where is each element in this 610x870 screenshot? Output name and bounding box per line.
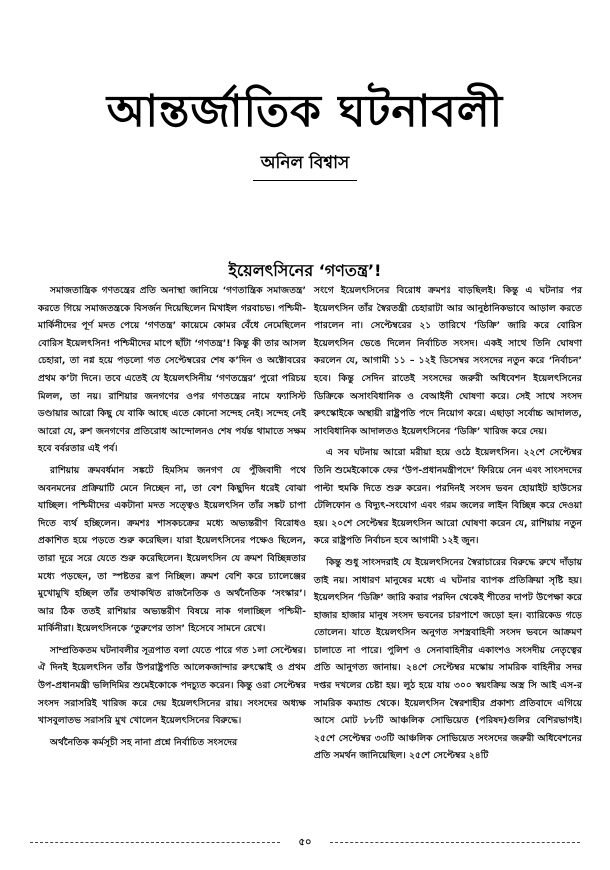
paragraph: সংগে ইয়েলৎসিনের বিরোধ ক্রমশঃ বাড়ছিলই। কিন্তু এ ঘটনার পর ইয়েলৎসিন তাঁর স্বৈরতন্ত্রী চেহারাটা আর আনুষ্ঠানিকভাবে আড়াল করতে পারলেন না। সেপ্টেম্বরের ২১ তারিখে ‘ডিক্রি’ জারি করে বোরিস ইয়েলৎসিন ভেঙে দিলেন নির্বাচিত সংসদ। একই সাথে তিনি ঘোষণা করলেন যে, আগামী ১১ – ১২ই ডিসেম্বর সংসদের নতুন করে ‘নির্বাচন’ হবে। কিন্তু সেদিন রাতেই সংসদের জরুরী অধিবেশন ইয়েলৎসিনের ডিক্রিকে অসাংবিধানিক ও বেআইনী ঘোষণা করে। সেই সাথে সংসদ রুৎস্কোইকে অস্থায়ী রাষ্ট্রপতি পদে নিয়োগ করে। এছাড়া সর্বোচ্চ আদালত, সাংবিধানিক আদালতও ইয়েলৎসিনের ‘ডিক্রি’ খারিজ করে দেয়। bbox=[314, 285, 582, 437]
paragraph: এ সব ঘটনায় আরো মরীয়া হয়ে ওঠে ইয়েলৎসিন। ২২শে সেপ্টেম্বর তিনি শুমেইকোকে ফের ‘উপ-প্রধানমন্ত্রীপদে’ ফিরিয়ে নেন এবং সাংসদদের পাল্টা হুমকি দিতে শুরু করেন। পরদিনই সংসদ ভবন হোয়াইট হাউসের টেলিফোন ও বিদ্যুৎ-সংযোগ এবং গরম জলের লাইন বিচ্ছিন্ন করে দেওয়া হয়। ২০শে সেপ্টেম্বর ইয়েলৎসিন আরো ঘোষণা করেন যে, রাশিয়ায় নতুন করে রাষ্ট্রপতি নির্বাচন হবে আগামী ১২ই জুন। bbox=[314, 447, 582, 547]
paragraph: সমাজতান্ত্রিক গণতন্ত্রের প্রতি অনাস্থা জানিয়ে ‘গণতান্ত্রিক সমাজতন্ত্র’ করতে গিয়ে সমাজতন্ত্রকে বিসর্জন দিয়েছিলেন মিখাইল গরবাচভ। পশ্চিমী-মার্কিনীদের পূর্ণ মদত পেয়ে ‘গণতন্ত্র’ কায়েমে কোমর বেঁধে নেমেছিলেন বোরিস ইয়েলৎসিন! পশ্চিমীদের মাপে ছাঁটা ‘গণতন্ত্র’! কিন্তু কী তার আসল চেহারা, তা নগ্ন হয়ে পড়লো গত সেপ্টেম্বরের শেষ ক’দিন ও অক্টোবরের প্রথম ক’টা দিনে। তবে এতেই যে ইয়েলৎসিনীয় ‘গণতন্ত্রের’ পুরো পরিচয় মিলল, তা নয়। রাশিয়ার জনগণের ওপর গণতন্ত্রের নামে ফ্যাসিস্ট ডণ্ডায়ার আরো কিছু যে বাকি আছে এতে কোনো সন্দেহ নেই। সন্দেহ নেই আরো যে, রুশ জনগণের প্রতিরোধ আন্দোলনও শেষ পর্যন্ত থামাতে সক্ষম হবে বর্বরতার এই পর্ব। bbox=[38, 285, 306, 455]
paragraph: কিন্তু শুধু সাংসদরাই যে ইয়েলৎসিনের স্বৈরাচারের বিরুদ্ধে রুখে দাঁড়ায় তাই নয়। সাধারণ মানুষের মধ্যে এ ঘটনার ব্যাপক প্রতিক্রিয়া সৃষ্টি হয়। ইয়েলৎসিন ‘ডিক্রি’ জারি করার পরদিন থেকেই শীতের দাপট উপেক্ষা করে হাজার হাজার মানুষ সংসদ ভবনের চারপাশে জড়ো হন। ব্যারিকেড গড়ে তোলেন। যাতে ইয়েলৎসিন অনুগত সশস্ত্রবাহিনী সংসদ ভবনে আক্রমণ চালাতে না পারে। পুলিশ ও সেনাবাহিনীর একাংশও সংসদীয় নেতৃত্বের প্রতি আনুগত্য জানায়। ২৪শে সেপ্টেম্বর মস্কোয় সামরিক বাহিনীর সদর দপ্তর দখলের চেষ্টা হয়। লুঠ হয়ে যায় ৩০০ স্বয়ংক্রিয় অস্ত্র সি আই এস-র সামরিক কম্যান্ড থেকে। ইয়েলৎসিন স্বৈরশাহীর প্রকাশ্য প্রতিবাদে এগিয়ে আসে মোট ৮৮টি আঞ্চলিক সোভিয়েত (পরিষদ)গুলির বেশিরভাগই। ২৫শে সেপ্টেম্বর ৩৩টি আঞ্চলিক সোভিয়েত সংসদের জরুরী অধিবেশনের প্রতি সমর্থন জানিয়েছিল। ২৫শে সেপ্টেম্বর ২৪টি bbox=[314, 556, 582, 762]
paragraph: অর্থনৈতিক কর্মসূচী সহ নানা প্রশ্নে নির্বাচিত সংসদের bbox=[50, 736, 238, 748]
right-column bbox=[314, 282, 582, 769]
article-heading: ইয়েলৎসিনের ‘গণতন্ত্র’! bbox=[228, 261, 382, 280]
author-name: অনিল বিশ্বাস bbox=[253, 150, 358, 181]
page-footer bbox=[30, 835, 580, 851]
author-byline bbox=[0, 150, 610, 181]
footer-rule-right bbox=[330, 842, 580, 843]
left-column bbox=[38, 282, 306, 755]
paragraph: রাশিয়ায় ক্রমবর্ধমান সঙ্কটে হিমসিম জনগণ যে পুঁজিবাদী পথে অবনমনের প্রক্রিয়াটি মেনে নিচ্ছেন না, তা বেশ কিছুদিন ধরেই বোঝা যাচ্ছিল। পশ্চিমীদের একটানা মদত সত্ত্বেও ইয়েলৎসিন তাঁর সঙ্কট চাপা দিতে ব্যর্থ হচ্ছিলেন। ক্রমশঃ শাসকচক্রের মধ্যে অভ্যন্তরীণ বিরোধও প্রকাশিত হয়ে পড়তে শুরু করেছিল। যারা ইয়েলৎসিনের পক্ষেও ছিলেন, তারা দূরে সরে যেতে শুরু করেছিলেন। ইয়েলৎসিন যে ক্রমশ বিচ্ছিন্নতার মধ্যে পড়ছেন, তা স্পষ্টতর রূপ নিচ্ছিল। ক্রমশ বেশি করে চ্যালেঞ্জের মুখোমুখি হচ্ছিল তাঁর তথাকথিত রাজনৈতিক ও অর্থনৈতিক ‘সংস্কার’। আর ঠিক ততই রাশিয়ার অভ্যন্তরীণ বিষয়ে নাক গলাচ্ছিল পশ্চিমী-মার্কিনীরা। ইয়েলৎসিনকে ‘তুরুপের তাস’ হিসেবে সামনে রেখে। bbox=[38, 464, 306, 635]
paragraph: সাম্প্রতিকতম ঘটনাবলীর সূত্রপাত বলা যেতে পারে গত ১লা সেপ্টেম্বর। ঐ দিনই ইয়েলৎসিন তাঁর উপরাষ্ট্রপতি আলেকজান্দার রুৎস্কোই ও প্রথম উপ-প্রধানমন্ত্রী ভলিদিমির শুমেইকোকে পদচ্যুত করেন। কিন্তু ওরা সেপ্টেম্বর সংসদ সরাসরিই খারিজ করে দেয় ইয়েলৎসিনের রায়। সংসদের অধ্যক্ষ খাসবুলাতভ সরাসরি মুখ খোলেন ইয়েলৎসিনের বিরুদ্ধে। bbox=[38, 644, 306, 727]
page-number: ৫০ bbox=[298, 837, 312, 848]
page-title: আন্তর্জাতিক ঘটনাবলী bbox=[106, 86, 504, 137]
